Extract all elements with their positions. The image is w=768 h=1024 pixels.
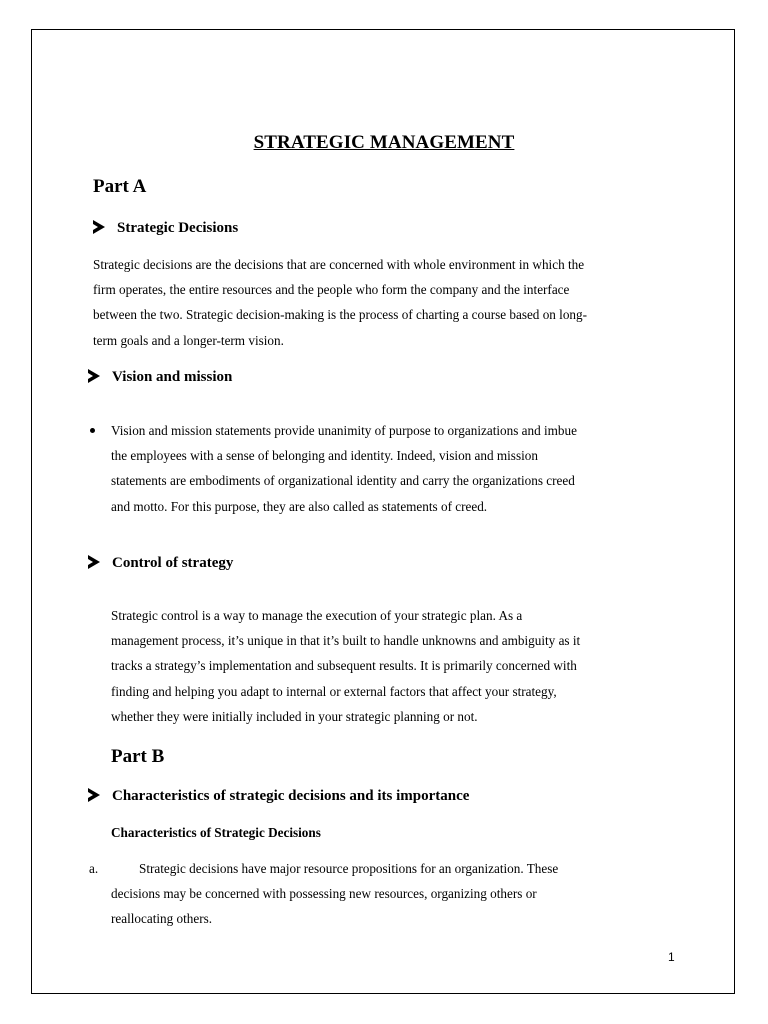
paragraph-line: statements are embodiments of organizational identity and carry the organizations creed <box>111 473 575 489</box>
sub-heading-characteristics: Characteristics of Strategic Decisions <box>111 825 321 840</box>
strategic-decisions-paragraph <box>93 252 675 353</box>
section-heading-strategic-decisions <box>93 218 238 238</box>
paragraph-line: term goals and a longer-term vision. <box>93 332 284 348</box>
part-b-heading: Part B <box>111 746 165 767</box>
paragraph-line: Strategic decisions are the decisions that are concerned with whole environment in which the <box>93 257 585 272</box>
list-item <box>111 856 674 932</box>
control-of-strategy-paragraph <box>111 603 674 729</box>
section-heading-text: Characteristics of strategic decisions and its importance <box>112 788 470 804</box>
paragraph-line: Vision and mission statements provide unanimity of purpose to organizations and imbue <box>111 423 577 438</box>
section-heading-vision-and-mission <box>88 367 232 387</box>
paragraph-line: Strategic decisions have major resource propositions for an organization. These <box>139 861 559 876</box>
page-number: 1 <box>668 950 675 964</box>
list-marker: a. <box>89 861 99 876</box>
paragraph-line: decisions may be concerned with possessing new resources, organizing others or <box>111 886 537 902</box>
section-heading-characteristics <box>88 786 469 806</box>
paragraph-line: the employees with a sense of belonging and identity. Indeed, vision and mission <box>111 448 538 464</box>
section-heading-control-of-strategy <box>88 553 233 573</box>
paragraph-line: Strategic control is a way to manage the execution of your strategic plan. As a <box>111 608 523 623</box>
paragraph-line: and motto. For this purpose, they are also called as statements of creed. <box>111 498 488 514</box>
arrow-bullet-icon <box>88 555 100 569</box>
document-title: STRATEGIC MANAGEMENT <box>253 132 515 153</box>
vision-mission-paragraph <box>111 418 674 519</box>
paragraph-line: between the two. Strategic decision-making is the process of charting a course based on long- <box>93 307 588 323</box>
paragraph-line: finding and helping you adapt to internal or external factors that affect your strategy, <box>111 683 557 699</box>
bullet-dot-icon <box>90 428 95 433</box>
paragraph-line: tracks a strategy’s implementation and subsequent results. It is primarily concerned with <box>111 658 577 674</box>
paragraph-line: management process, it’s unique in that it’s built to handle unknowns and ambiguity as it <box>111 633 581 649</box>
section-heading-text: Control of strategy <box>112 555 234 571</box>
paragraph-line: reallocating others. <box>111 911 213 927</box>
paragraph-line: firm operates, the entire resources and the people who form the company and the interface <box>93 282 570 298</box>
arrow-bullet-icon <box>88 369 100 383</box>
arrow-bullet-icon <box>93 220 105 234</box>
section-heading-text: Strategic Decisions <box>117 220 239 236</box>
section-heading-text: Vision and mission <box>112 369 233 385</box>
arrow-bullet-icon <box>88 788 100 802</box>
paragraph-line: whether they were initially included in your strategic planning or not. <box>111 708 478 724</box>
part-a-heading: Part A <box>93 176 147 197</box>
